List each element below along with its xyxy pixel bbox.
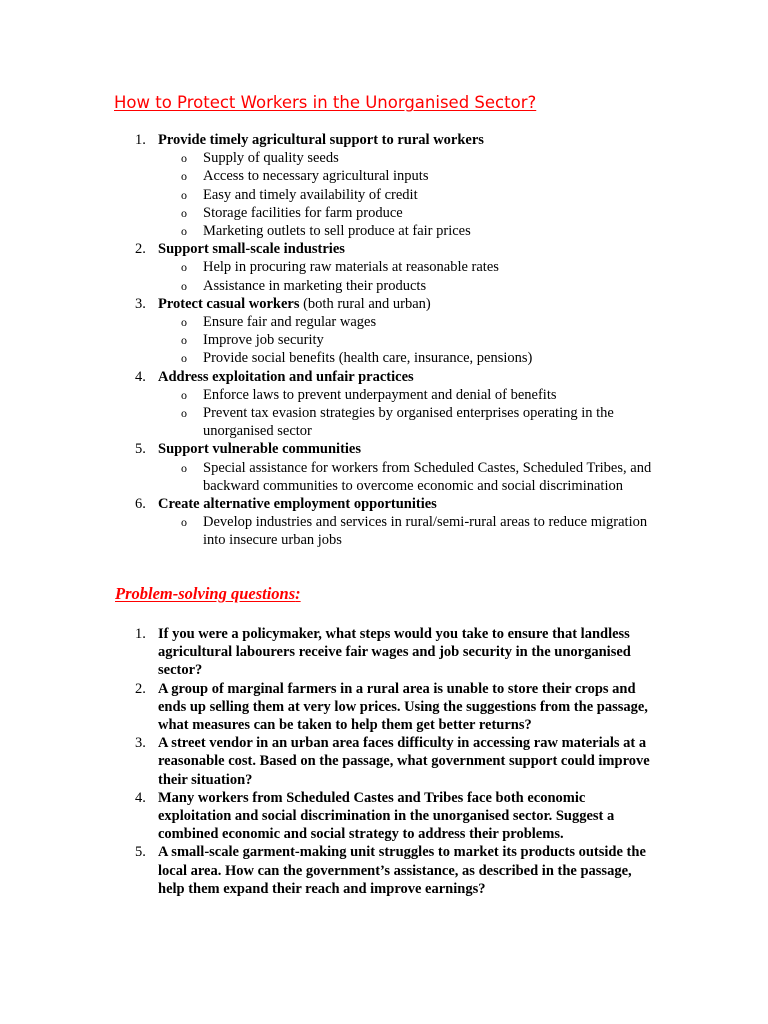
sub-item-text: Easy and timely availability of credit <box>203 186 418 203</box>
bullet-marker: o <box>181 151 187 166</box>
bullet-marker: o <box>181 351 187 366</box>
item-number: 5. <box>135 441 146 458</box>
bullet-marker: o <box>181 515 187 530</box>
bullet-marker: o <box>181 205 187 220</box>
sub-item-text: Access to necessary agricultural inputs <box>203 168 429 185</box>
question-text: A group of marginal farmers in a rural area is unable to store their crops and ends up selling them at very low prices. Using the suggestions from the passage, what measures can be taken to help them get better returns? <box>158 680 648 734</box>
question-number: 4. <box>135 789 146 806</box>
sub-item <box>0 459 768 495</box>
question-text: If you were a policymaker, what steps would you take to ensure that landless agricultural labourers receive fair wages and job security in the unorganised sector? <box>158 626 631 679</box>
item-number: 4. <box>135 368 146 385</box>
sub-item <box>0 167 768 185</box>
bullet-marker: o <box>181 278 187 293</box>
sub-item-text: Prevent tax evasion strategies by organised enterprises operating in the unorganised sector <box>203 405 614 440</box>
question-number: 5. <box>135 844 146 861</box>
question-text: A small-scale garment-making unit struggles to market its products outside the local area. How can the government’s assistance, as described in the passage, help them expand their reach and improve earnings? <box>158 844 646 897</box>
list-item <box>0 495 768 550</box>
question-item <box>0 734 768 789</box>
bullet-marker: o <box>181 224 187 239</box>
item-heading: Provide timely agricultural support to rural workers <box>158 132 484 148</box>
item-number: 2. <box>135 241 146 258</box>
sub-item <box>0 222 768 240</box>
section-heading-text: Problem-solving questions <box>115 584 296 603</box>
list-item <box>0 440 768 495</box>
item-heading: Address exploitation and unfair practices <box>158 368 414 385</box>
sub-item <box>0 258 768 276</box>
question-number: 2. <box>135 680 146 697</box>
sub-item-text: Storage facilities for farm produce <box>203 204 403 221</box>
item-number: 1. <box>135 132 146 148</box>
question-text: Many workers from Scheduled Castes and Tribes face both economic exploitation and social discrimination in the unorganised sector. Suggest a combined economic and social strategy to address their problems. <box>158 789 615 843</box>
bullet-marker: o <box>181 169 187 184</box>
questions-list <box>0 625 768 898</box>
question-number: 1. <box>135 626 146 642</box>
sub-item-text: Ensure fair and regular wages <box>203 314 377 331</box>
question-item <box>0 680 768 735</box>
item-heading: Protect casual workers <box>158 295 300 312</box>
question-item <box>0 789 768 844</box>
question-item <box>0 843 768 898</box>
item-number: 3. <box>135 295 146 312</box>
sub-item-text: Help in procuring raw materials at reasonable rates <box>203 259 499 276</box>
list-item <box>0 131 768 240</box>
sub-item-text: Improve job security <box>203 332 324 349</box>
bullet-marker: o <box>181 315 187 330</box>
bullet-marker: o <box>181 187 187 202</box>
question-item <box>0 625 768 680</box>
sub-item <box>0 149 768 167</box>
section-heading <box>115 584 301 604</box>
sub-item-text: Provide social benefits (health care, insurance, pensions) <box>203 350 533 367</box>
sub-item <box>0 513 768 549</box>
section-heading-colon: : <box>295 584 301 603</box>
list-item <box>0 295 768 368</box>
sub-item-text: Supply of quality seeds <box>203 150 339 167</box>
sub-item <box>0 186 768 204</box>
sub-item <box>0 204 768 222</box>
measures-list <box>0 131 768 550</box>
list-item <box>0 240 768 295</box>
sub-item <box>0 277 768 295</box>
sub-item <box>0 313 768 331</box>
sub-item-text: Develop industries and services in rural/semi-rural areas to reduce migration into insecure urban jobs <box>203 514 648 549</box>
bullet-marker: o <box>181 260 187 275</box>
question-text: A street vendor in an urban area faces difficulty in accessing raw materials at a reasonable cost. Based on the passage, what government support could improve their situation? <box>158 735 650 788</box>
sub-item <box>0 404 768 440</box>
sub-item-text: Special assistance for workers from Scheduled Castes, Scheduled Tribes, and backward communities to overcome economic and social discrimination <box>203 459 652 494</box>
list-item <box>0 368 768 441</box>
item-heading: Support vulnerable communities <box>158 441 362 458</box>
item-number: 6. <box>135 496 146 513</box>
sub-item <box>0 349 768 367</box>
sub-item-text: Assistance in marketing their products <box>203 277 427 294</box>
bullet-marker: o <box>181 460 187 475</box>
question-number: 3. <box>135 735 146 752</box>
sub-item <box>0 331 768 349</box>
item-heading: Create alternative employment opportunities <box>158 496 437 513</box>
sub-item-text: Enforce laws to prevent underpayment and denial of benefits <box>203 386 557 403</box>
bullet-marker: o <box>181 387 187 402</box>
item-heading-tail: (both rural and urban) <box>299 295 431 312</box>
bullet-marker: o <box>181 406 187 421</box>
sub-item-text: Marketing outlets to sell produce at fair prices <box>203 223 471 240</box>
bullet-marker: o <box>181 333 187 348</box>
item-heading: Support small-scale industries <box>158 241 345 258</box>
page-title: How to Protect Workers in the Unorganised Sector? <box>114 93 537 112</box>
sub-item <box>0 386 768 404</box>
